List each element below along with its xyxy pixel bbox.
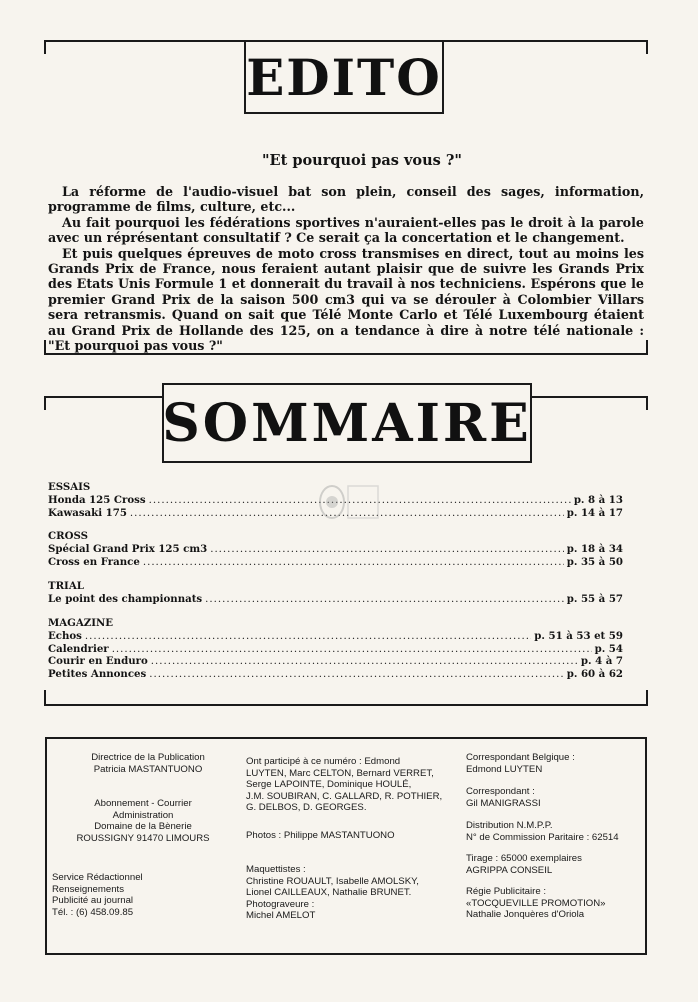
toc-entry-pages: p. 35 à 50 [566, 555, 623, 568]
toc-entry-label: Petites Annonces [48, 667, 147, 680]
credit-maquettistes [246, 864, 456, 922]
credit-line: Publicité au journal [52, 895, 134, 907]
toc-entry[interactable] [48, 668, 623, 681]
toc-leader-dots [151, 656, 578, 669]
edito-frame-bottom [44, 353, 648, 355]
edito-title: EDITO [244, 40, 444, 114]
sommaire-title: SOMMAIRE [162, 383, 532, 463]
credit-line: Serge LAPOINTE, Dominique HOULÉ, [246, 779, 412, 791]
credit-line: Photos : Philippe MASTANTUONO [246, 830, 395, 841]
toc-entry-label: Le point des championnats [48, 593, 203, 605]
sommaire-frame-top-left [44, 396, 164, 398]
toc-entry-pages: p. 4 à 7 [580, 655, 623, 667]
edito-paragraph: La réforme de l'audio-visuel bat son plein, conseil des sages, information, programme de films, culture, etc... [48, 184, 644, 215]
toc-entry-pages: p. 18 à 34 [566, 543, 623, 555]
toc-leader-dots [143, 557, 564, 570]
credit-line: Distribution N.M.P.P. [466, 820, 553, 831]
credit-line: Renseignements [52, 883, 124, 895]
credit-regie [466, 886, 636, 921]
credit-line: Christine ROUAULT, Isabelle AMOLSKY, [246, 875, 419, 887]
credit-line: Photograveure : [246, 898, 315, 910]
toc-entry-pages: p. 14 à 17 [566, 506, 623, 519]
credit-line: N° de Commission Paritaire : 62514 [466, 831, 619, 843]
credit-line: Régie Publicitaire : [466, 886, 546, 897]
toc-section-cross [48, 530, 623, 568]
credit-line: Domaine de la Bènerie [94, 821, 192, 833]
toc-entry-pages: p. 8 à 13 [573, 494, 623, 506]
edito-body [48, 184, 644, 353]
edito-frame-top-left [44, 40, 246, 42]
sommaire-frame-left-tick [44, 396, 46, 410]
toc-entry[interactable] [48, 630, 623, 643]
credit-correspondant [466, 786, 636, 809]
credit-line: Ont participé à ce numéro : Edmond [246, 756, 401, 767]
edito-paragraph: Au fait pourquoi les fédérations sportives n'auraient-elles pas le droit à la parole avec un réprésentant consultatif ? Ce serait ça la concertation et le changement. [48, 214, 644, 246]
toc-entry-pages: p. 55 à 57 [566, 593, 623, 605]
toc-entry-label: Courir en Enduro [48, 655, 148, 667]
credit-line: Michel AMELOT [246, 910, 316, 922]
toc-leader-dots [205, 594, 564, 607]
toc-entry-pages: p. 51 à 53 et 59 [534, 630, 623, 642]
credit-line: Lionel CAILLEAUX, Nathalie BRUNET. [246, 887, 412, 899]
sommaire-frame-bottom-left-tick [44, 690, 46, 706]
toc-entry-pages: p. 60 à 62 [566, 667, 623, 680]
credit-line: Administration [112, 809, 174, 821]
toc-entry[interactable] [48, 593, 623, 606]
edito-frame-top-right [438, 40, 648, 42]
sommaire-frame-top-right [526, 396, 648, 398]
toc-section-heading: TRIAL [48, 580, 84, 592]
toc-entry-label: Cross en France [48, 555, 140, 568]
edito-quote: "Et pourquoi pas vous ?" [262, 152, 462, 169]
credit-abonnement [58, 798, 228, 844]
credit-photos [246, 830, 446, 842]
toc-entry-pages: p. 54 [594, 642, 623, 655]
credit-line: Correspondant : [466, 786, 535, 797]
credit-line: Directrice de la Publication [91, 752, 205, 763]
credit-line: AGRIPPA CONSEIL [466, 864, 553, 876]
toc-leader-dots [210, 544, 564, 557]
toc-entry-label: Echos [48, 630, 82, 642]
toc-entry[interactable] [48, 643, 623, 656]
credit-line: Nathalie Jonquères d'Oriola [466, 909, 585, 921]
toc-entry-label: Calendrier [48, 642, 109, 655]
edito-frame-bottom-right-tick [646, 340, 648, 355]
toc-entry[interactable] [48, 655, 623, 668]
toc-leader-dots [85, 631, 531, 644]
credit-directrice [58, 752, 238, 775]
edito-paragraph: Et puis quelques épreuves de moto cross transmises en direct, tout au moins les Grands Prix de France, nous feraient autant plaisir que de suivre les Grands Prix des Etats Unis Formule 1 et donnerait du travail à nos techniciens. Espérons que le premier Grand Prix de la saison 500 cm3 qui va se dérouler à Colombier Villars sera retransmis. Quand on sait que Télé Monte Carlo et Télé Luxembourg étaient au Grand Prix de Hollande des 125, on a tendance à dire à notre télé nationale : "Et pourquoi pas vous ?" [48, 245, 644, 354]
credit-line: ROUSSIGNY 91470 LIMOURS [76, 832, 210, 844]
edito-frame-bottom-left-tick [44, 340, 46, 355]
credit-line: Patricia MASTANTUONO [93, 763, 203, 775]
toc-entry-label: Honda 125 Cross [48, 494, 146, 506]
credit-line: Service Rédactionnel [52, 872, 143, 883]
credit-line: J.M. SOUBIRAN, C. GALLARD, R. POTHIER, [246, 790, 443, 802]
toc-section-heading: MAGAZINE [48, 617, 114, 629]
toc-entry-label: Spécial Grand Prix 125 cm3 [48, 543, 208, 555]
toc-leader-dots [149, 669, 563, 682]
credit-line: Tirage : 65000 exemplaires [466, 853, 582, 864]
sommaire-frame-bottom [44, 704, 648, 706]
credit-line: Abonnement - Courrier [94, 798, 192, 809]
watermark-logo-icon [318, 480, 382, 524]
sommaire-frame-right-tick [646, 396, 648, 410]
credit-line: Tél. : (6) 458.09.85 [52, 906, 134, 918]
credit-participe [246, 756, 446, 814]
toc-entry[interactable] [48, 543, 623, 556]
credit-line: Correspondant Belgique : [466, 752, 575, 763]
edito-frame-right-tick [646, 40, 648, 54]
toc-section-trial [48, 580, 623, 606]
toc-section-magazine [48, 617, 623, 680]
toc-section-heading: ESSAIS [48, 481, 91, 493]
toc-leader-dots [112, 644, 592, 657]
credit-line: Edmond LUYTEN [466, 763, 543, 775]
toc-section-heading: CROSS [48, 530, 88, 542]
toc-entry-label: Kawasaki 175 [48, 506, 127, 519]
credit-line: LUYTEN, Marc CELTON, Bernard VERRET, [246, 767, 434, 779]
credit-distribution [466, 820, 636, 843]
credit-line: «TOCQUEVILLE PROMOTION» [466, 897, 606, 909]
sommaire-frame-bottom-right-tick [646, 690, 648, 706]
toc-entry[interactable] [48, 556, 623, 569]
credit-line: Gil MANIGRASSI [466, 797, 541, 809]
edito-frame-left-tick [44, 40, 46, 54]
credit-line: Maquettistes : [246, 864, 306, 875]
credit-service [52, 872, 232, 918]
credit-belgique [466, 752, 636, 775]
credit-line: G. DELBOS, D. GEORGES. [246, 802, 367, 814]
credit-tirage [466, 853, 636, 876]
